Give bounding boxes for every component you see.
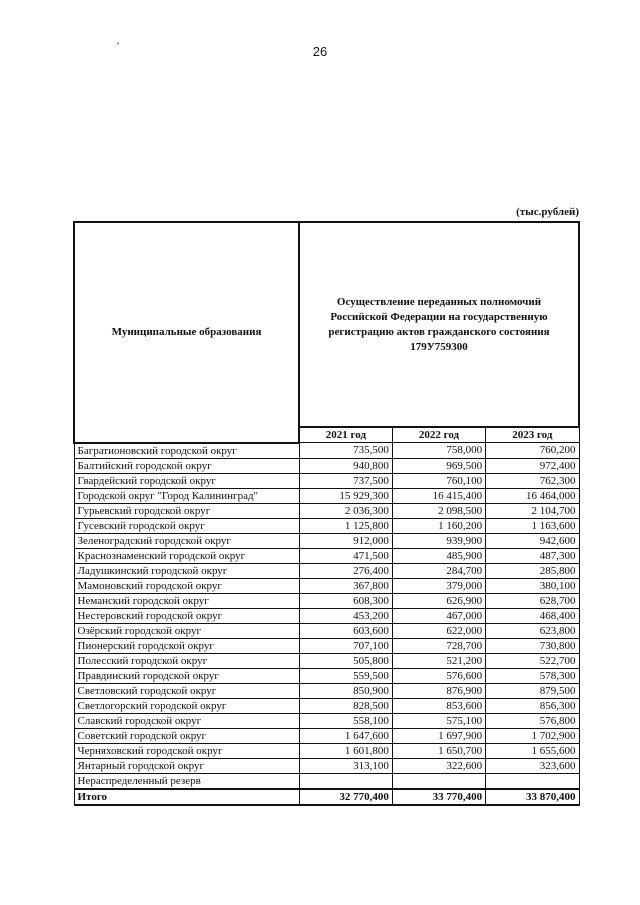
total-value: 32 770,400 [299,789,392,805]
municipality-name: Черняховский городской округ [74,743,299,758]
amount-cell [299,773,392,789]
municipality-name: Краснознаменский городской округ [74,548,299,563]
table-row [74,503,579,518]
page-number: 26 [312,44,328,59]
amount-cell: 285,800 [486,563,579,578]
amount-cell: 1 647,600 [299,728,392,743]
municipality-name: Гусевский городской округ [74,518,299,533]
amount-cell: 471,500 [299,548,392,563]
municipality-name: Балтийский городской округ [74,458,299,473]
municipality-name: Зеленоградский городской округ [74,533,299,548]
amount-cell: 969,500 [392,458,485,473]
municipality-name: Городской округ "Город Калининград" [74,488,299,503]
municipality-name: Полесский городской округ [74,653,299,668]
amount-cell: 487,300 [486,548,579,563]
amount-cell: 2 036,300 [299,503,392,518]
amount-cell: 608,300 [299,593,392,608]
amount-cell: 1 650,700 [392,743,485,758]
table-row [74,488,579,503]
municipality-name: Светлогорский городской округ [74,698,299,713]
amount-cell: 467,000 [392,608,485,623]
table-row [74,728,579,743]
amount-cell: 758,000 [392,443,485,459]
total-value: 33 870,400 [486,789,579,805]
table-row [74,548,579,563]
units-label: (тыс.рублей) [516,206,579,218]
amount-cell: 323,600 [486,758,579,773]
amount-cell: 16 415,400 [392,488,485,503]
amount-cell: 1 125,800 [299,518,392,533]
amount-cell: 626,900 [392,593,485,608]
amount-cell: 522,700 [486,653,579,668]
amount-cell: 623,800 [486,623,579,638]
amount-cell: 485,900 [392,548,485,563]
table-row [74,578,579,593]
amount-cell: 576,600 [392,668,485,683]
table-row [74,743,579,758]
amount-cell: 578,300 [486,668,579,683]
amount-cell: 367,800 [299,578,392,593]
table-row [74,698,579,713]
amount-cell: 735,500 [299,443,392,459]
amount-cell: 379,000 [392,578,485,593]
table-row [74,608,579,623]
table-row [74,533,579,548]
municipality-name: Гурьевский городской округ [74,503,299,518]
municipality-name: Правдинский городской округ [74,668,299,683]
amount-cell: 276,400 [299,563,392,578]
amount-cell: 853,600 [392,698,485,713]
amount-cell: 468,400 [486,608,579,623]
total-label: Итого [74,789,299,805]
amount-cell: 576,800 [486,713,579,728]
table-row [74,563,579,578]
table-row [74,638,579,653]
amount-cell: 284,700 [392,563,485,578]
amount-cell: 2 104,700 [486,503,579,518]
amount-cell [486,773,579,789]
municipality-name: Нестеровский городской округ [74,608,299,623]
amount-cell: 1 160,200 [392,518,485,533]
amount-cell: 707,100 [299,638,392,653]
amount-cell: 575,100 [392,713,485,728]
amount-cell: 972,400 [486,458,579,473]
table-row [74,593,579,608]
amount-cell: 521,200 [392,653,485,668]
table-row [74,668,579,683]
amount-cell: 850,900 [299,683,392,698]
table-row [74,713,579,728]
table-row [74,518,579,533]
amount-cell: 16 464,000 [486,488,579,503]
municipality-name: Гвардейский городской округ [74,473,299,488]
amount-cell: 940,800 [299,458,392,473]
municipality-name: Неманский городской округ [74,593,299,608]
amount-cell: 760,100 [392,473,485,488]
table-row [74,758,579,773]
table-row [74,443,579,459]
municipality-name: Мамоновский городской округ [74,578,299,593]
amount-cell: 453,200 [299,608,392,623]
municipality-name: Ладушкинский городской округ [74,563,299,578]
amount-cell: 876,900 [392,683,485,698]
amount-cell: 942,600 [486,533,579,548]
amount-cell: 828,500 [299,698,392,713]
total-row [74,789,579,805]
municipality-name: Светловский городской округ [74,683,299,698]
year-header: 2021 год [299,427,392,443]
amount-cell: 628,700 [486,593,579,608]
municipality-name: Озёрский городской округ [74,623,299,638]
total-value: 33 770,400 [392,789,485,805]
amount-cell: 879,500 [486,683,579,698]
amount-cell: 912,000 [299,533,392,548]
year-header: 2023 год [486,427,579,443]
amount-cell: 322,600 [392,758,485,773]
amount-cell: 1 702,900 [486,728,579,743]
amount-cell: 730,800 [486,638,579,653]
municipality-name: Славский городской округ [74,713,299,728]
municipality-name: Багратионовский городской округ [74,443,299,459]
amount-cell: 1 697,900 [392,728,485,743]
municipality-name: Янтарный городской округ [74,758,299,773]
amount-cell: 1 601,800 [299,743,392,758]
amount-cell [392,773,485,789]
amount-cell: 728,700 [392,638,485,653]
amount-cell: 762,300 [486,473,579,488]
amount-cell: 2 098,500 [392,503,485,518]
table-row [74,458,579,473]
amount-cell: 737,500 [299,473,392,488]
amount-cell: 313,100 [299,758,392,773]
municipality-name: Советский городской округ [74,728,299,743]
amount-cell: 856,300 [486,698,579,713]
municipality-name: Нераспределенный резерв [74,773,299,789]
amount-cell: 939,900 [392,533,485,548]
amount-cell: 559,500 [299,668,392,683]
table-row [74,683,579,698]
municipality-name: Пионерский городской округ [74,638,299,653]
amount-cell: 558,100 [299,713,392,728]
amount-cell: 760,200 [486,443,579,459]
amount-cell: 622,000 [392,623,485,638]
amount-cell: 1 655,600 [486,743,579,758]
table-row [74,623,579,638]
year-header: 2022 год [392,427,485,443]
amount-cell: 603,600 [299,623,392,638]
amount-cell: 380,100 [486,578,579,593]
municipality-column-header: Муниципальные образования [74,222,299,443]
table-row [74,473,579,488]
table-row [74,773,579,789]
table-row [74,653,579,668]
header-mark: ` [116,40,120,54]
amount-cell: 15 929,300 [299,488,392,503]
amount-cell: 505,800 [299,653,392,668]
description-column-header: Осуществление переданных полномочий Российской Федерации на государственную регистрацию актов гражданского состояния 179У759300 [299,222,579,427]
budget-table [73,221,580,806]
amount-cell: 1 163,600 [486,518,579,533]
